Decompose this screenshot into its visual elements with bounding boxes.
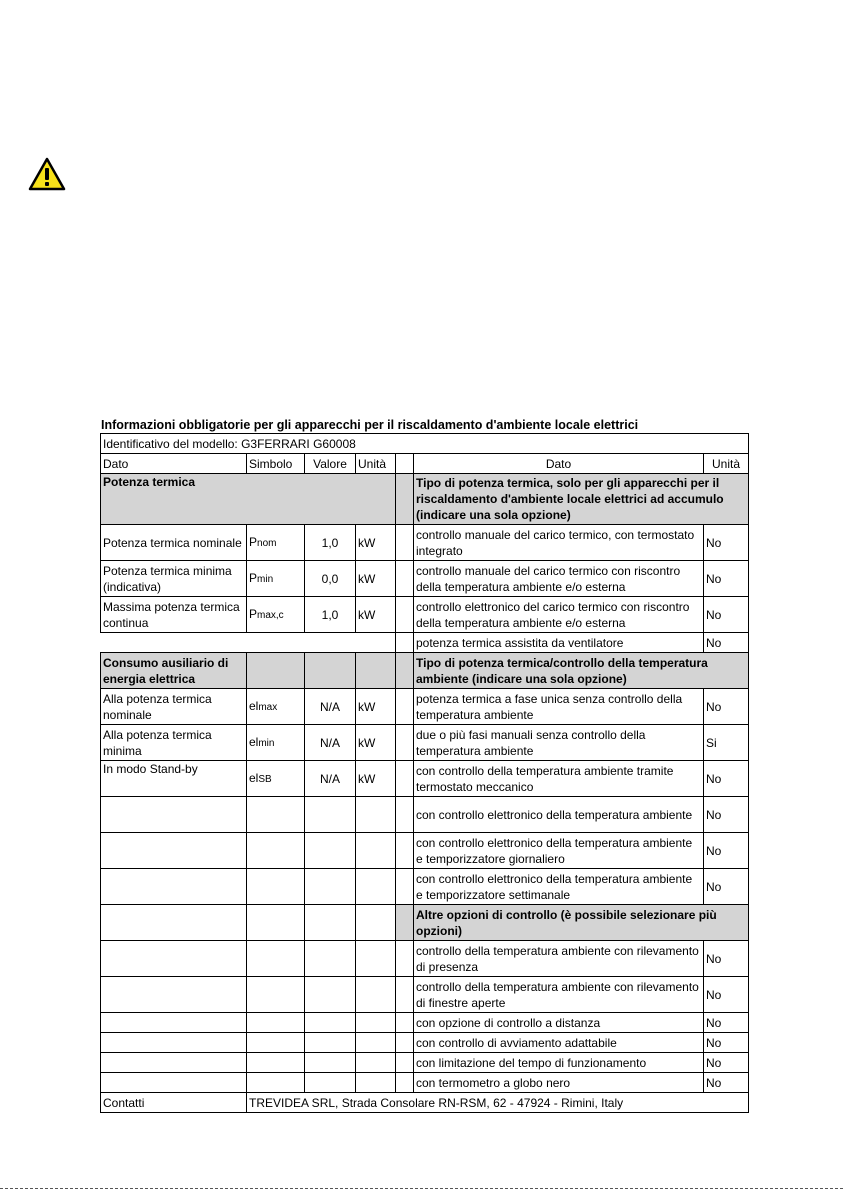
option-value: No xyxy=(704,1033,749,1053)
empty-cell xyxy=(356,653,396,689)
empty-cell xyxy=(247,1013,305,1033)
spacer-cell xyxy=(396,633,414,653)
option-label: con limitazione del tempo di funzionamento xyxy=(414,1053,704,1073)
spacer-cell xyxy=(396,1033,414,1053)
row-value: N/A xyxy=(305,725,356,761)
section-potenza-termica: Potenza termica xyxy=(101,474,396,525)
option-label: controllo della temperatura ambiente con rilevamento di presenza xyxy=(414,941,704,977)
spacer-cell xyxy=(396,833,414,869)
option-value: No xyxy=(704,633,749,653)
spacer-cell xyxy=(396,597,414,633)
row-symbol: Pnom xyxy=(247,525,305,561)
empty-cell xyxy=(305,653,356,689)
row-label: Potenza termica minima (indicativa) xyxy=(101,561,247,597)
empty-cell xyxy=(247,1053,305,1073)
row-symbol: elSB xyxy=(247,761,305,797)
empty-cell xyxy=(101,833,247,869)
spacer-cell xyxy=(396,689,414,725)
sheet-title: Informazioni obbligatorie per gli apparecchi per il riscaldamento d'ambiente locale elettrici xyxy=(101,418,639,432)
empty-cell xyxy=(247,653,305,689)
option-value: No xyxy=(704,689,749,725)
spacer-cell xyxy=(396,725,414,761)
empty-cell xyxy=(305,1013,356,1033)
option-value: No xyxy=(704,1013,749,1033)
row-label: In modo Stand-by xyxy=(101,761,247,797)
option-value: No xyxy=(704,833,749,869)
row-symbol: Pmin xyxy=(247,561,305,597)
spacer-cell xyxy=(396,474,414,525)
spacer-cell xyxy=(396,525,414,561)
empty-cell xyxy=(356,905,396,941)
option-label: con controllo elettronico della temperatura ambiente e temporizzatore settimanale xyxy=(414,869,704,905)
option-label: con termometro a globo nero xyxy=(414,1073,704,1093)
row-label: Massima potenza termica continua xyxy=(101,597,247,633)
section-tipo-controllo: Tipo di potenza termica/controllo della temperatura ambiente (indicare una sola opzione) xyxy=(414,653,749,689)
option-value: Si xyxy=(704,725,749,761)
spacer-cell xyxy=(396,1073,414,1093)
empty-cell xyxy=(101,941,247,977)
page-bottom-divider xyxy=(0,1188,843,1189)
row-unit: kW xyxy=(356,597,396,633)
section-tipo-accumulo: Tipo di potenza termica, solo per gli apparecchi per il riscaldamento d'ambiente locale elettrici ad accumulo (indicare una sola opzione) xyxy=(414,474,749,525)
spacer-cell xyxy=(396,797,414,833)
empty-cell xyxy=(356,977,396,1013)
option-label: potenza termica a fase unica senza controllo della temperatura ambiente xyxy=(414,689,704,725)
empty-cell xyxy=(356,1013,396,1033)
option-value: No xyxy=(704,797,749,833)
empty-cell xyxy=(247,941,305,977)
option-value: No xyxy=(704,1073,749,1093)
row-unit: kW xyxy=(356,761,396,797)
empty-cell xyxy=(101,869,247,905)
spacer-cell xyxy=(396,869,414,905)
row-value: 1,0 xyxy=(305,597,356,633)
empty-cell xyxy=(356,797,396,833)
row-symbol: elmin xyxy=(247,725,305,761)
option-value: No xyxy=(704,941,749,977)
option-value: No xyxy=(704,977,749,1013)
row-unit: kW xyxy=(356,725,396,761)
row-value: N/A xyxy=(305,761,356,797)
row-unit: kW xyxy=(356,525,396,561)
empty-cell xyxy=(356,1073,396,1093)
section-altre-opzioni: Altre opzioni di controllo (è possibile selezionare più opzioni) xyxy=(414,905,749,941)
empty-cell xyxy=(305,977,356,1013)
spacer-cell xyxy=(396,1013,414,1033)
empty-cell xyxy=(101,633,396,653)
option-value: No xyxy=(704,1053,749,1073)
empty-cell xyxy=(356,869,396,905)
spacer-cell xyxy=(396,941,414,977)
option-label: con controllo elettronico della temperatura ambiente xyxy=(414,797,704,833)
option-value: No xyxy=(704,525,749,561)
option-value: No xyxy=(704,761,749,797)
header-dato: Dato xyxy=(101,454,247,474)
row-symbol: elmax xyxy=(247,689,305,725)
option-value: No xyxy=(704,561,749,597)
row-symbol: Pmax,c xyxy=(247,597,305,633)
option-label: potenza termica assistita da ventilatore xyxy=(414,633,704,653)
empty-cell xyxy=(356,1053,396,1073)
empty-cell xyxy=(305,1033,356,1053)
empty-cell xyxy=(247,833,305,869)
empty-cell xyxy=(305,941,356,977)
spacer-cell xyxy=(396,977,414,1013)
model-identifier: Identificativo del modello: G3FERRARI G60008 xyxy=(101,434,749,454)
row-value: 1,0 xyxy=(305,525,356,561)
spacer-cell xyxy=(396,653,414,689)
row-label: Alla potenza termica minima xyxy=(101,725,247,761)
empty-cell xyxy=(305,833,356,869)
row-unit: kW xyxy=(356,561,396,597)
empty-cell xyxy=(305,1053,356,1073)
spacer-cell xyxy=(396,905,414,941)
header-simbolo: Simbolo xyxy=(247,454,305,474)
header-valore: Valore xyxy=(305,454,356,474)
row-unit: kW xyxy=(356,689,396,725)
header-unita: Unità xyxy=(356,454,396,474)
option-label: controllo elettronico del carico termico con riscontro della temperatura ambiente e/o esterna xyxy=(414,597,704,633)
empty-cell xyxy=(356,941,396,977)
option-label: controllo della temperatura ambiente con rilevamento di finestre aperte xyxy=(414,977,704,1013)
option-label: con controllo della temperatura ambiente tramite termostato meccanico xyxy=(414,761,704,797)
option-label: controllo manuale del carico termico, con termostato integrato xyxy=(414,525,704,561)
empty-cell xyxy=(101,977,247,1013)
warning-triangle-icon xyxy=(28,157,66,191)
option-label: con opzione di controllo a distanza xyxy=(414,1013,704,1033)
spacer-cell xyxy=(396,761,414,797)
option-label: con controllo di avviamento adattabile xyxy=(414,1033,704,1053)
option-label: due o più fasi manuali senza controllo della temperatura ambiente xyxy=(414,725,704,761)
empty-cell xyxy=(247,1073,305,1093)
contacts-value: TREVIDEA SRL, Strada Consolare RN-RSM, 62 - 47924 - Rimini, Italy xyxy=(247,1093,749,1113)
option-value: No xyxy=(704,597,749,633)
empty-cell xyxy=(101,1033,247,1053)
ecodesign-table xyxy=(100,433,749,1113)
empty-cell xyxy=(101,905,247,941)
empty-cell xyxy=(101,1073,247,1093)
empty-cell xyxy=(305,869,356,905)
option-value: No xyxy=(704,869,749,905)
row-label: Alla potenza termica nominale xyxy=(101,689,247,725)
spacer-cell xyxy=(396,454,414,474)
empty-cell xyxy=(101,1013,247,1033)
option-label: con controllo elettronico della temperatura ambiente e temporizzatore giornaliero xyxy=(414,833,704,869)
empty-cell xyxy=(356,1033,396,1053)
header-unita-right: Unità xyxy=(704,454,749,474)
empty-cell xyxy=(101,797,247,833)
empty-cell xyxy=(247,905,305,941)
option-label: controllo manuale del carico termico con riscontro della temperatura ambiente e/o esterna xyxy=(414,561,704,597)
row-label: Potenza termica nominale xyxy=(101,525,247,561)
section-consumo: Consumo ausiliario di energia elettrica xyxy=(101,653,247,689)
empty-cell xyxy=(247,977,305,1013)
empty-cell xyxy=(247,797,305,833)
empty-cell xyxy=(101,1053,247,1073)
empty-cell xyxy=(247,1033,305,1053)
spacer-cell xyxy=(396,561,414,597)
empty-cell xyxy=(305,1073,356,1093)
row-value: N/A xyxy=(305,689,356,725)
empty-cell xyxy=(305,905,356,941)
contacts-label: Contatti xyxy=(101,1093,247,1113)
empty-cell xyxy=(305,797,356,833)
empty-cell xyxy=(247,869,305,905)
row-value: 0,0 xyxy=(305,561,356,597)
spacer-cell xyxy=(396,1053,414,1073)
empty-cell xyxy=(356,833,396,869)
header-dato-right: Dato xyxy=(414,454,704,474)
